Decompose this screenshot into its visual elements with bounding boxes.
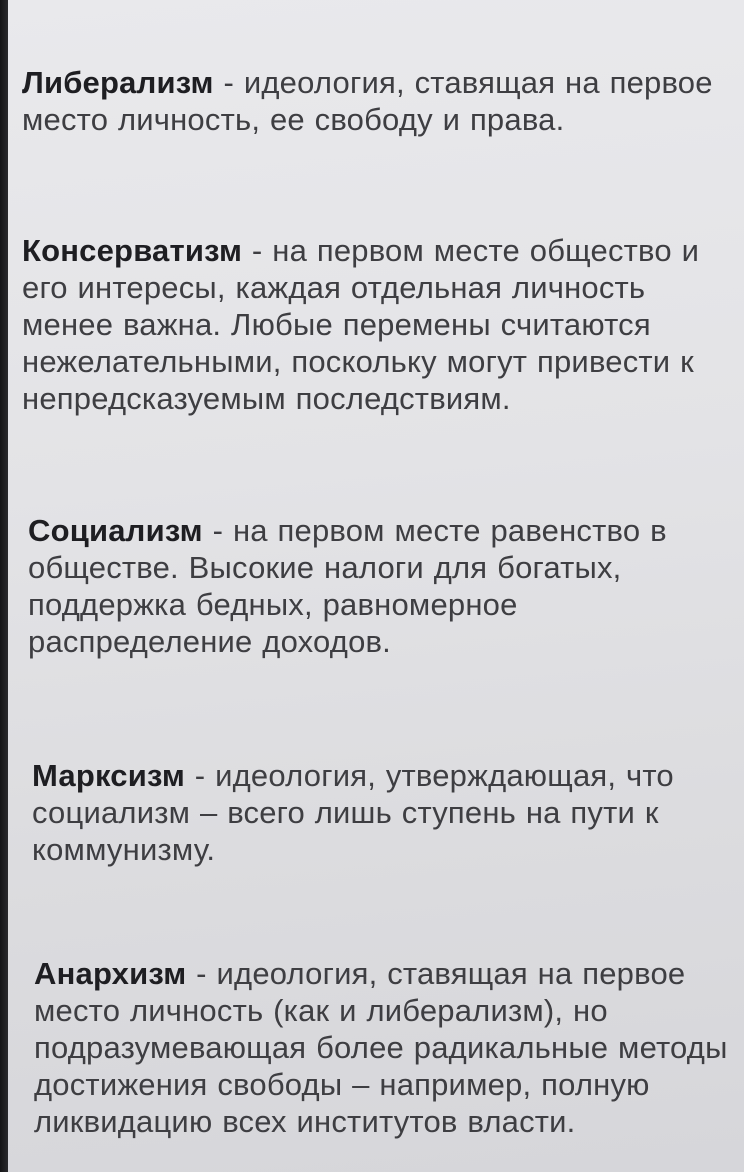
separator: - <box>213 65 244 100</box>
definition-liberalism <box>22 64 728 138</box>
definition-text: идеология, ставящая на первое место личность, ее свободу и права. <box>22 65 713 137</box>
definition-text: на первом месте общество и его интересы, каждая отдельная личность менее важна. Любые перемены считаются нежелательными, поскольку могут привести к непредсказуемым последствиям. <box>22 233 700 416</box>
definition-socialism <box>28 512 718 660</box>
definition-text: идеология, ставящая на первое место личность (как и либерализм), но подразумевающая более радикальные методы достижения свободы – например, полную ликвидацию всех институтов власти. <box>34 956 728 1139</box>
separator: - <box>242 233 273 268</box>
separator: - <box>186 956 217 991</box>
term-marxism: Марксизм <box>32 758 185 793</box>
separator: - <box>184 758 216 793</box>
term-anarchism: Анархизм <box>34 956 187 991</box>
page-shadow-edge <box>0 0 8 1172</box>
term-socialism: Социализм <box>28 513 203 548</box>
definition-anarchism <box>34 955 740 1140</box>
definition-conservatism <box>22 232 734 417</box>
term-conservatism: Консерватизм <box>22 233 243 268</box>
term-liberalism: Либерализм <box>22 65 214 100</box>
definition-text: на первом месте равенство в обществе. Высокие налоги для богатых, поддержка бедных, равномерное распределение доходов. <box>28 513 667 659</box>
definition-marxism <box>32 757 722 868</box>
definition-text: идеология, утверждающая, что социализм – всего лишь ступень на пути к коммунизму. <box>32 758 674 867</box>
separator: - <box>202 513 233 548</box>
document-page <box>8 0 744 1172</box>
